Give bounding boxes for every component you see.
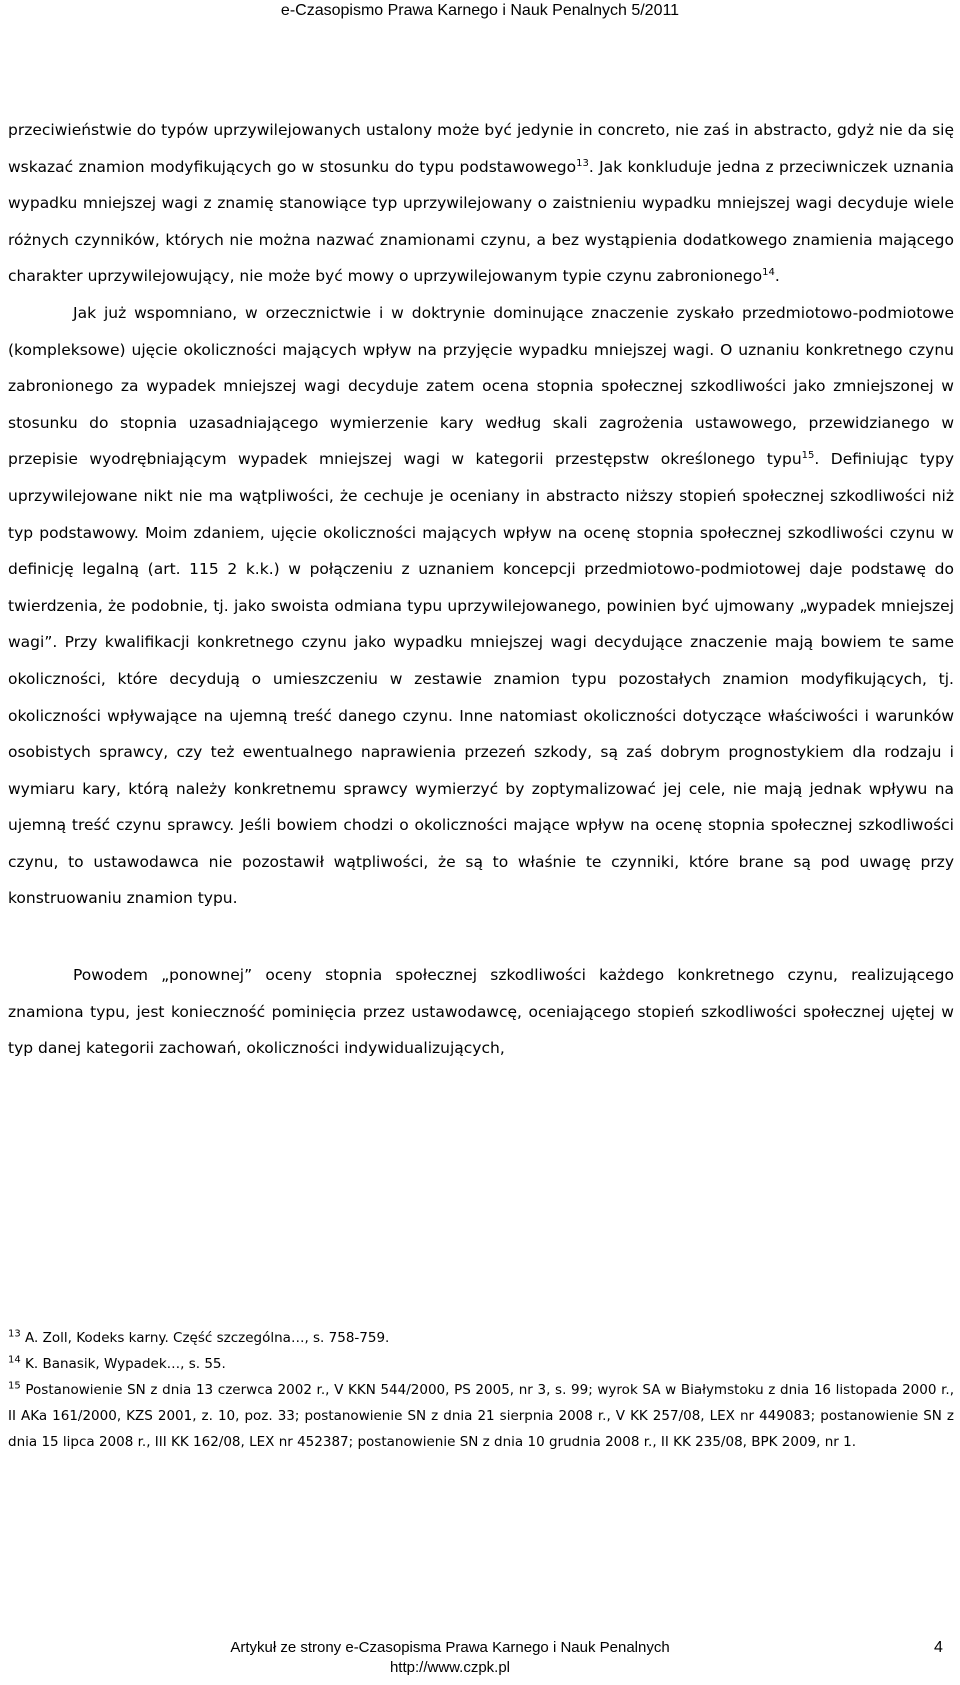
paragraph-1-text-c: .	[774, 267, 780, 286]
footnotes	[8, 1325, 954, 1455]
paragraph-1-text-b: . Jak konkluduje jedna z przeciwniczek uznania wypadku mniejszej wagi z znamię stanowiące typ uprzywilejowany o zaistnieniu wypadku mniejszej wagi decyduje wiele różnych czynników, których nie można nazwać znamionami czynu, a bez wystąpienia dodatkowego znamienia mającego charakter uprzywilejowujący, nie może być mowy o uprzywilejowanym typie czynu zabronionego	[8, 157, 954, 286]
paragraph-3: Powodem „ponownej” oceny stopnia społecznej szkodliwości każdego konkretnego czynu, realizującego znamiona typu, jest konieczność pominięcia przez ustawodawcę, oceniającego stopień szkodliwości społecznej ujętej w typ danej kategorii zachowań, okoliczności indywidualizujących,	[8, 966, 954, 1058]
footnote-number: 13	[8, 1328, 21, 1340]
footnote-text: K. Banasik, Wypadek…, s. 55.	[25, 1356, 226, 1372]
footnote-15	[8, 1377, 954, 1455]
footnote-ref-13[interactable]: 13	[576, 157, 589, 169]
footnote-ref-15[interactable]: 15	[801, 450, 815, 462]
footnote-ref-14[interactable]: 14	[762, 267, 775, 279]
footnote-14	[8, 1351, 954, 1377]
paragraph-2-text-a: Jak już wspomniano, w orzecznictwie i w doktrynie dominujące znaczenie zyskało przedmiotowo-podmiotowe (kompleksowe) ujęcie okoliczności mających wpływ na przyjęcie wypadku mniejszej wagi. O uznaniu konkretnego czynu zabronionego za wypadek mniejszej wagi decyduje zatem ocena stopnia społecznej szkodliwości jako zmniejszonej w stosunku do stopnia uzasadniającego wymierzenie kary według skali zagrożenia ustawowego, przewidzianego w przepisie wyodrębniającym wypadek mniejszej wagi w kategorii przestępstw określonego typu	[8, 303, 954, 469]
footnote-13	[8, 1325, 954, 1351]
article-body	[8, 112, 954, 1067]
paragraph-2	[8, 295, 954, 917]
paragraph-1	[8, 112, 954, 295]
paragraph-2-text-b: . Definiując typy uprzywilejowane nikt nie ma wątpliwości, że cechuje je oceniany in abstracto niższy stopień społecznej szkodliwości niż typ podstawowy. Moim zdaniem, ujęcie okoliczności mających wpływ na ocenę stopnia społecznej szkodliwości czynu w definicję legalną (art. 115 2 k.k.) w połączeniu z uznaniem koncepcji przedmiotowo-podmiotowej daje podstawę do twierdzenia, że podobnie, tj. jako swoista odmiana typu uprzywilejowanego, powinien być ujmowany „wypadek mniejszej wagi”. Przy kwalifikacji konkretnego czynu jako wypadku mniejszej wagi decydujące znaczenie mają bowiem te same okoliczności, które decydują o umieszczeniu w zestawie znamion typu pozostałych znamion modyfikujących, tj. okoliczności wpływające na ujemną treść danego czynu. Inne natomiast okoliczności dotyczące właściwości i warunków osobistych sprawcy, czy też ewentualnego naprawienia przezeń szkody, są zaś dobrym prognostykiem dla rodzaju i wymiaru kary, którą należy konkretnemu sprawcy wymierzyć by zoptymalizować jej cele, nie mają jednak wpływu na ujemną treść czynu sprawcy. Jeśli bowiem chodzi o okoliczności mające wpływ na ocenę stopnia społecznej szkodliwości czynu, to ustawodawca nie pozostawił wątpliwości, że są to właśnie te czynniki, które brane są pod uwagę przy konstruowaniu znamion typu.	[8, 450, 954, 908]
footer-url-link[interactable]: http://www.czpk.pl	[389, 1659, 511, 1676]
running-header: e-Czasopismo Prawa Karnego i Nauk Penalnych 5/2011	[280, 2, 680, 19]
footer-source: Artykuł ze strony e-Czasopisma Prawa Karnego i Nauk Penalnych	[230, 1639, 670, 1656]
footnote-number: 14	[8, 1354, 21, 1366]
footnote-text: Postanowienie SN z dnia 13 czerwca 2002 r., V KKN 544/2000, PS 2005, nr 3, s. 99; wyrok SA w Białymstoku z dnia 16 listopada 2000 r., II AKa 161/2000, KZS 2001, z. 10, poz. 33; postanowienie SN z dnia 21 sierpnia 2008 r., V KK 257/08, LEX nr 449083; postanowienie SN z dnia 15 lipca 2008 r., III KK 162/08, LEX nr 452387; postanowienie SN z dnia 10 grudnia 2008 r., II KK 235/08, BPK 2009, nr 1.	[8, 1382, 954, 1450]
page-number: 4	[934, 1639, 943, 1656]
footnote-number: 15	[8, 1380, 21, 1392]
footnote-text: A. Zoll, Kodeks karny. Część szczególna…, s. 758-759.	[25, 1330, 390, 1346]
paragraph-1-text-a: przeciwieństwie do typów uprzywilejowanych ustalony może być jedynie in concreto, nie zaś in abstracto, gdyż nie da się wskazać znamion modyfikujących go w stosunku do typu podstawowego	[8, 121, 954, 176]
